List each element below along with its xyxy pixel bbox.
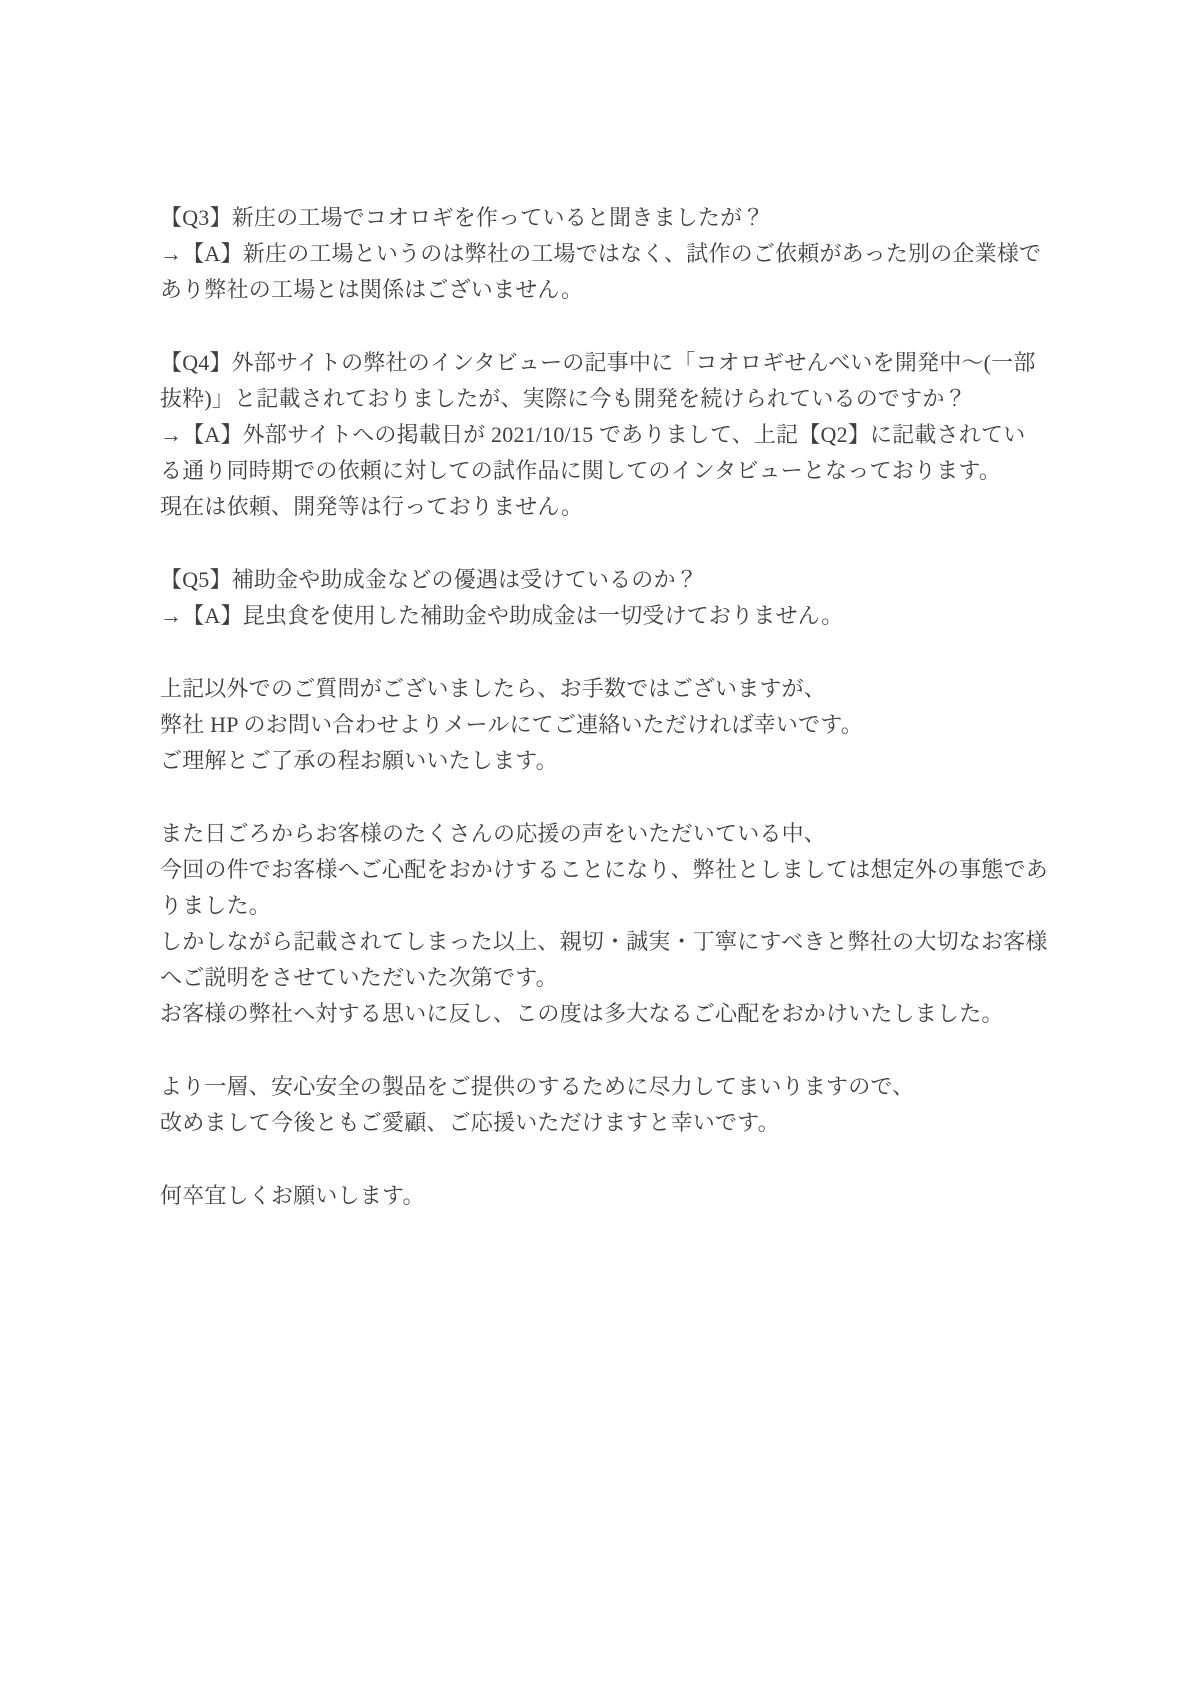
- text-line: ご理解とご了承の程お願いいたします。: [160, 748, 558, 773]
- text-line: →【A】新庄の工場というのは弊社の工場ではなく、試作のご依頼があった別の企業様で: [160, 241, 1042, 266]
- text-line: →【A】昆虫食を使用した補助金や助成金は一切受けておりません。: [160, 603, 844, 628]
- text-line: 弊社 HP のお問い合わせよりメールにてご連絡いただければ幸いです。: [160, 712, 863, 737]
- text-line: 現在は依頼、開発等は行っておりません。: [160, 494, 584, 519]
- text-line: より一層、安心安全の製品をご提供のするために尽力してまいりますので、: [160, 1074, 915, 1099]
- text-line: 改めまして今後ともご愛顧、ご応援いただけますと幸いです。: [160, 1110, 780, 1135]
- closing-line: [160, 1178, 1040, 1214]
- text-line: お客様の弊社へ対する思いに反し、この度は多大なるご心配をおかけいたしました。: [160, 1001, 1004, 1026]
- text-line: →【A】外部サイトへの掲載日が 2021/10/15 でありまして、上記【Q2】に記載されてい: [160, 422, 1026, 447]
- text-line: 抜粋)」と記載されておりましたが、実際に今も開発を続けられているのですか？: [160, 386, 967, 411]
- text-line: る通り同時期での依頼に対しての試作品に関してのインタビューとなっております。: [160, 458, 1001, 483]
- text-line: 何卒宜しくお願いします。: [160, 1183, 425, 1208]
- text-line: 今回の件でお客様へご心配をおかけすることになり、弊社としましては想定外の事態であ: [160, 857, 1049, 882]
- text-line: また日ごろからお客様のたくさんの応援の声をいただいている中、: [160, 821, 827, 846]
- text-line: しかしながら記載されてしまった以上、親切・誠実・丁寧にすべきと弊社の大切なお客様: [160, 929, 1048, 954]
- text-line: 【Q4】外部サイトの弊社のインタビューの記事中に「コオロギせんべいを開発中～(一部: [160, 350, 1036, 375]
- text-line: 上記以外でのご質問がございましたら、お手数ではございますが、: [160, 676, 827, 701]
- faq-q3: [160, 200, 1040, 308]
- text-line: あり弊社の工場とは関係はございません。: [160, 277, 584, 302]
- apology-paragraph: [160, 816, 1049, 1032]
- text-line: 【Q5】補助金や助成金などの優遇は受けているのか？: [160, 567, 698, 592]
- contact-note: [160, 671, 1040, 779]
- text-line: へご説明をさせていただいた次第です。: [160, 965, 558, 990]
- faq-q4: [160, 345, 1040, 525]
- text-line: りました。: [160, 893, 272, 918]
- faq-letter-body: [160, 200, 1049, 1214]
- text-line: 【Q3】新庄の工場でコオロギを作っていると聞きましたが？: [160, 205, 765, 230]
- faq-q5: [160, 562, 1040, 634]
- commitment-paragraph: [160, 1069, 1040, 1141]
